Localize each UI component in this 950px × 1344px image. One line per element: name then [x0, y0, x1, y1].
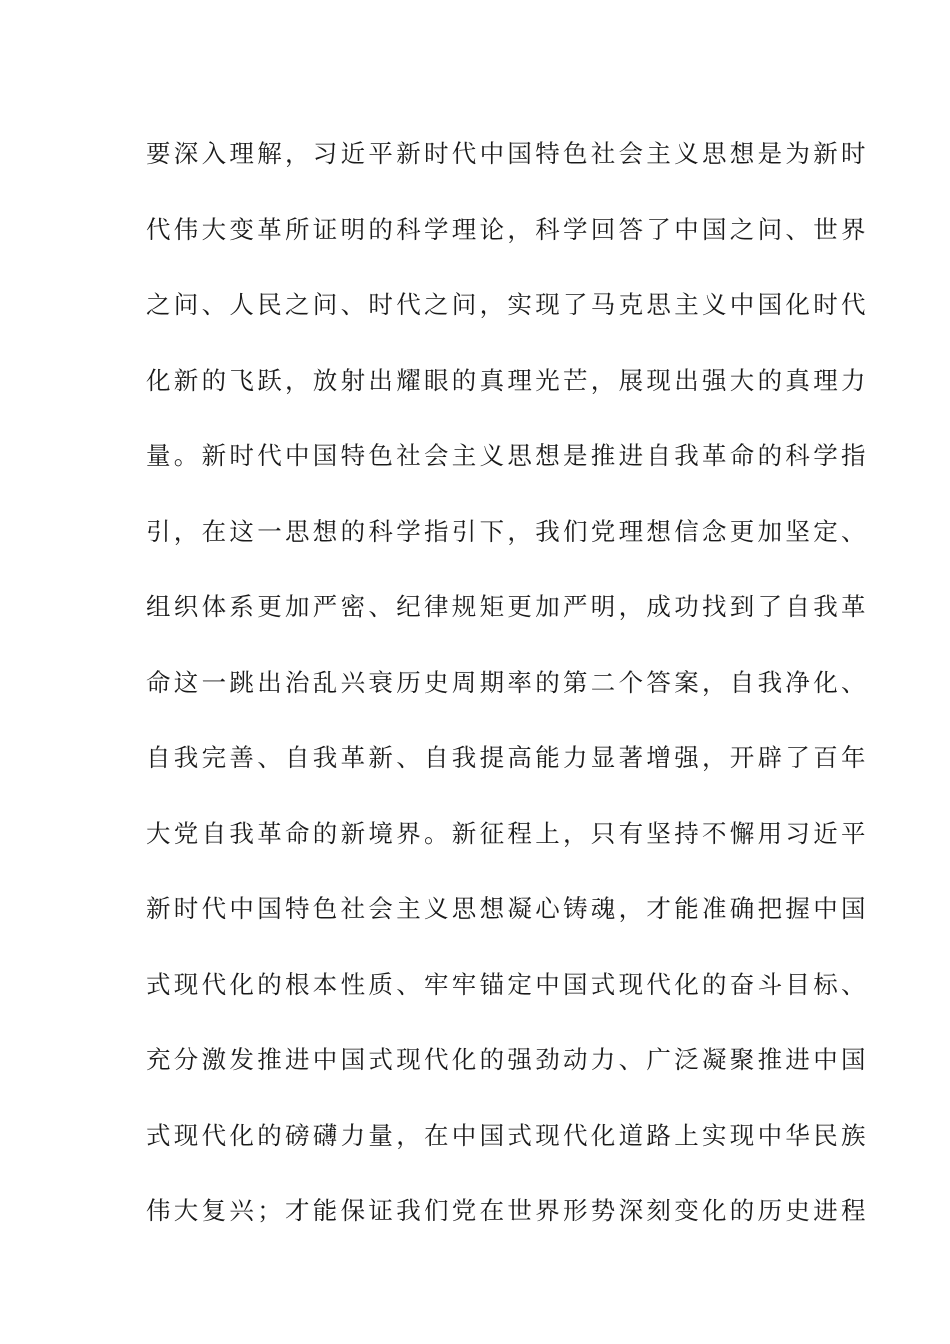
text-line: 引，在这一思想的科学指引下，我们党理想信念更加坚定、 [146, 516, 869, 546]
text-line: 命这一跳出治乱兴衰历史周期率的第二个答案，自我净化、 [146, 667, 869, 697]
text-line: 要深入理解，习近平新时代中国特色社会主义思想是为新时 [146, 139, 869, 168]
text-line: 自我完善、自我革新、自我提高能力显著增强，开辟了百年 [146, 743, 869, 772]
text-line: 代伟大变革所证明的科学理论，科学回答了中国之问、世界 [146, 214, 869, 244]
text-line: 之问、人民之问、时代之问，实现了马克思主义中国化时代 [146, 290, 869, 319]
text-line: 量。新时代中国特色社会主义思想是推进自我革命的科学指 [146, 441, 869, 470]
text-line: 新时代中国特色社会主义思想凝心铸魂，才能准确把握中国 [146, 894, 869, 923]
text-line: 充分激发推进中国式现代化的强劲动力、广泛凝聚推进中国 [146, 1045, 869, 1074]
text-line: 式现代化的根本性质、牢牢锚定中国式现代化的奋斗目标、 [146, 969, 869, 999]
text-line: 伟大复兴；才能保证我们党在世界形势深刻变化的历史进程 [146, 1196, 869, 1225]
body-paragraph [146, 130, 869, 1263]
text-line: 大党自我革命的新境界。新征程上，只有坚持不懈用习近平 [146, 818, 869, 848]
text-line: 式现代化的磅礴力量，在中国式现代化道路上实现中华民族 [146, 1120, 869, 1150]
text-line: 组织体系更加严密、纪律规矩更加严明，成功找到了自我革 [146, 592, 869, 621]
text-line: 化新的飞跃，放射出耀眼的真理光芒，展现出强大的真理力 [146, 365, 869, 395]
